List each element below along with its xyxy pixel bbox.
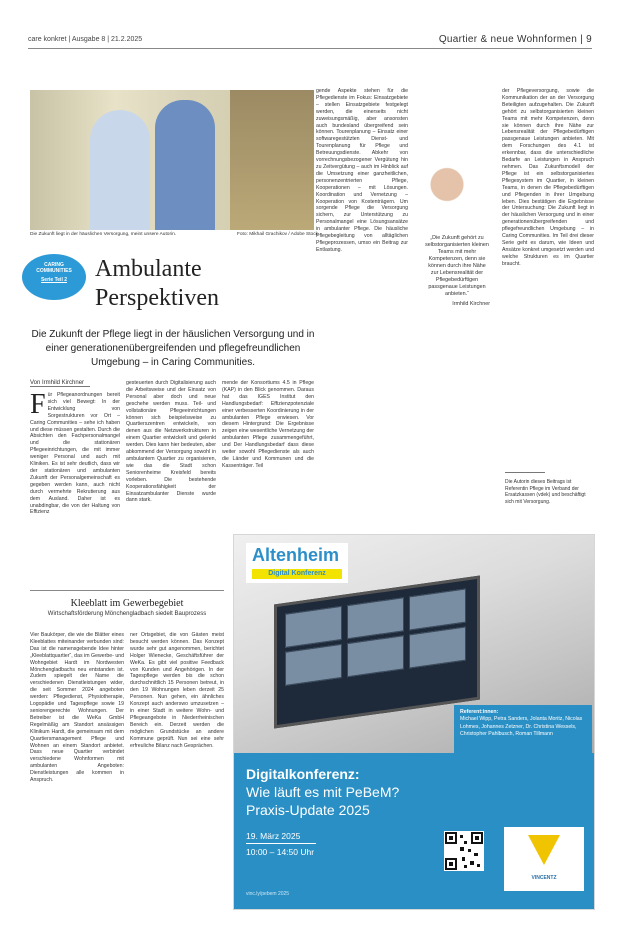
sponsor-logo-box [504, 827, 584, 891]
photo-credit: Foto: Mikhail Grachikov / Adobe Stock [236, 232, 318, 237]
video-tile [285, 644, 342, 686]
ad-date: 19. März 2025 [246, 831, 301, 841]
laptop-illustration [274, 576, 480, 729]
pull-quote [424, 235, 490, 308]
elderly-person-figure [90, 110, 150, 230]
video-tile [409, 626, 466, 668]
sub-article-headline: Kleeblatt im Gewerbegebiet [70, 598, 184, 609]
ad-title [246, 765, 399, 819]
ad-time: 10:00 – 14:50 Uhr [246, 847, 315, 857]
conference-advertisement[interactable] [233, 534, 595, 910]
quote-text: „Die Zukunft gehört zu selbstorganisierten kleinen Teams mit mehr Kompetenzen, denn sie können durch ihre Nähe zur Lebensrealität der Pflegebedürftigen passgenaue Leistungen anbieten.“ [425, 235, 489, 297]
header-section: Quartier & neue Wohnformen | 9 [438, 34, 592, 45]
article-author: Von Irmhild Kirchner [30, 380, 90, 387]
ad-logo: Altenheim [252, 545, 340, 565]
ad-speakers-box [454, 705, 592, 775]
ad-url[interactable]: vinc.ly/pebem 2025 [246, 891, 290, 897]
sub-article-column-2: ner Ortsgebiet, die von Gästen meist besucht werden können. Das Konzept wurde sehr gut angenommen, berichtet Holger Wienecke, Geschäftsführer der WeKa. Es gibt viel positive Feedback von Kunden und Angehörigen. In der Tagespflege werden bis die schon durchschnittlich 15 Personen betreut, in den 19 Wohnungen leben derzeit 25 Personen. Nun gehen, ein ähnliches Konzept auch anderswo umzusetzen – in einer Stadt in weitere Wohn- und Pflegeangebote in Niederrheinischen Bereich ein. Derzeit werden die möglichen Grundstücke an andere Kommune geprüft. Nun sei eine sehr erfreuliche Bilanz nach Gesprächen. [130, 632, 224, 749]
badge-line3: Serie Teil 2 [40, 277, 68, 283]
bio-rule [505, 472, 545, 473]
qr-code-icon[interactable] [444, 831, 484, 871]
video-tile [409, 588, 466, 630]
author-portrait [418, 160, 476, 230]
series-badge [22, 254, 86, 300]
ad-title-line3: Praxis-Update 2025 [246, 802, 370, 818]
speakers-label: Referent:innen: [460, 709, 499, 715]
author-bio: Die Autorin dieses Beitrags ist Referentin Pflege im Verband der Ersatzkassen (vdek) und beschäftigt sich mit Versorgung. [505, 479, 586, 505]
speakers-list: Michael Wipp, Petra Sanders, Jolanta Moritz, Nicolas Lohmes, Johannes Zetzner, Dr. Christina Wessels, Christopher Pahlbusch, Roman Tillmann [460, 716, 583, 738]
article-column-1 [30, 392, 120, 560]
drop-cap: F [30, 392, 46, 420]
article-column-2: gesteuerten durch Digitalisierung auch die Arbeitsweise und der Einsatz von Personal aber doch und neue geschehe werden muss. Teil- und vollstationäre Pflegeeinrichtungen können sich beispielsweise zu Quartierszentren entwickeln, von denen aus die Netzwerkstrukturen in einem Quartier entwickelt und gelenkt werden. Dies kann hier bedeuten, aber abkommend der Versorgung sowohl in ambulantem Quartier zu organisieren, wie das die Stadt schon Seniorenheime Kreisfeld bereits vorleben. Die bestehende Kooperationsfähigkeit der Einsatzambulanter Dienste wurde dann stark. [126, 380, 216, 504]
badge-line1: CARING [44, 262, 64, 268]
photo-caption: Die Zukunft liegt in der häuslichen Versorgung, meint unsere Autorin. [30, 232, 177, 237]
video-tile [285, 606, 342, 648]
badge-line2: COMMUNITIES [36, 268, 72, 274]
headline-line1: Ambulante [95, 256, 202, 282]
sponsor-name: VINCENTZ [531, 875, 557, 881]
ad-logo-sub: Digital Konferenz [252, 569, 342, 579]
article-column-4: gende Aspekte stehen für die Pflegedienste im Fokus: Einsatzgebiete – stellen Einsatzgebiete festgelegt werden, die einerseits nicht zuweisungsmäßig, aber ansonsten auch bundesland übergreifend sein können. Tourenplanung – Einsatz einer softwaregestützten Dienst- und Tourenplanung für Pflege und Betreuungsdienste. Abkehr von vorrechnungsbezogener Vergütung hin zu Zeitvergütung – auch im Hinblick auf die Umsetzung einer ganzheitlichen, personenzentrierten Pflege, Kooperationen – mit Lösungen. Koordination und Vernetzung – Kooperation von Kostenträgern. Um sorgende Pflege die Versorgung sichern, zur Unterstützung zu Personalmangel eine Lösungsansätze in ambulanter Pflege. Die häusliche Pflegebegleitung von alltäglichen Pflegeprozessen, umso ein Beitrag zur Entlastung. [316, 88, 408, 253]
video-tile [347, 635, 404, 677]
wall-background [230, 90, 314, 230]
ad-title-line2: Wie läuft es mit PeBeM? [246, 784, 400, 800]
vincentz-logo-icon [528, 835, 560, 865]
column-1-text: ür Pflegeanordnungen bereit sich viel Bewegt: In der Entwicklung von Sorgestrukturen vor Ort – Caring Communities – sehe ich haben und diese müssen gestalten. Durch die Absichten den Fachpersonalmangel und die stationären Pflegeeinrichtungen, die mit immer weniger Personal und auch mit Kliniken. Es ist sehr deutlich, dass wir der stationären und ambulanten Zukunft der Personalgemeinschaft es gegeben werden kann, auch nicht durch vermehrte Rekrutierung aus dem Ausland. Daher ist es unabdingbar, die von der Haltung von Effizienz [30, 392, 120, 516]
sub-article-deck: Wirtschaftsförderung Mönchengladbach siedelt Bauprozess [47, 611, 207, 617]
ad-date-rule [246, 843, 316, 844]
ad-logo-box [246, 543, 348, 583]
video-tile [347, 597, 404, 639]
article-column-5: der Pflegeversorgung, sowie die Kommunikation der an der Versorgung Beteiligten aufzugehalten. Die Zukunft gehört zu selbstorganisierten kleinen Teams mit mehr Kompetenzen, denn sie können durch ihre Nähe zur Lebensrealität der Pflegebedürftigen passgenaue Leistungen anbieten. Mit dem Forschungen des 4.1 ist erkennbar, dass die unterschiedliche Bedarfe an Leistungen in Anspruch nehmen. Das Zukunftsmodell der Pflege ist ein selbstorganisiertes Pflegesystem im Quartier, in kleinen Teams, in denen die Pflegebedürftigen und Pflegenden in ihrer Umgebung leben. Dies bestätigen die Ergebnisse der Untersuchung: Die Zukunft liegt in der häuslichen Versorgung und in einer generationenübergreifenden und pflegefreundlichen Umgebung – in Caring Communities. Im Teil drei dieser Serie geht es darum, wie Ideen und Ansätze konkret umgesetzt werden und welche Strukturen es im Quartier braucht. [502, 88, 594, 267]
section-rule [30, 590, 224, 591]
article-deck: Die Zukunft der Pflege liegt in der häuslichen Versorgung und in einer generationenübergreifenden und pflegefreundlichen Umgebung – in Caring Communities. [31, 329, 315, 368]
quote-attribution: Irmhild Kirchner [452, 301, 490, 307]
caregiver-figure [155, 100, 215, 230]
sub-article-column-1: Vier Baukörper, die wie die Blätter eines Kleeblattes miteinander verbunden sind: Das ist die namensgebende Idee hinter „Kleeblattquartier“, das im Gewerbe- und Wohngebiet Hardt im Nordwesten Mönchengladbachs neu entstanden ist. Zudem spiegelt der Name die verschiedenen Dienstleistungen wider, die seit Sommer 2024 angeboten werden: Pflegedienst, Physiotherapie, Logopädie und Tagespflege sowie 19 seniorengerechte Wohnungen. Der Betreiber ist die WeKa GmbH Regelmäßig am Standort ansässigen Klinikum Hardt, die gemeinsam mit dem Quartiersmanagement Pflege und Wohnen an einem Standort anbietet. Dass neue Quartier verbindet verschiedene Wohnformen mit ambulanten Angeboten: Dienstleistungen alle kommen in Anspruch. [30, 632, 124, 784]
headline-line2: Perspektiven [95, 285, 219, 311]
article-photo [30, 90, 314, 230]
article-headline [95, 255, 219, 313]
header-meta: care konkret | Ausgabe 8 | 21.2.2025 [28, 36, 143, 43]
header-rule [28, 48, 592, 49]
ad-title-line1: Digitalkonferenz: [246, 766, 360, 782]
article-column-3: mende der Konsortiums 4.5 in Pflege (KAP) in den Blick genommen. Daraus hat das IGES Institut den Handlungsbedarf: Effizienzpotenziale einer verbesserten Koordinierung in der ambulanten Pflege erwiesen. Vor diesem Hintergrund: Die Ergebnisse zeigen eine wesentliche Vernetzung der ambulanten Pflege zusammengeführt, und Der Handlungsbedarf dass diese weiter sowohl Pflegedienste als auch die Länder und Kommunen und die Kassenträger. Teil [222, 380, 314, 469]
